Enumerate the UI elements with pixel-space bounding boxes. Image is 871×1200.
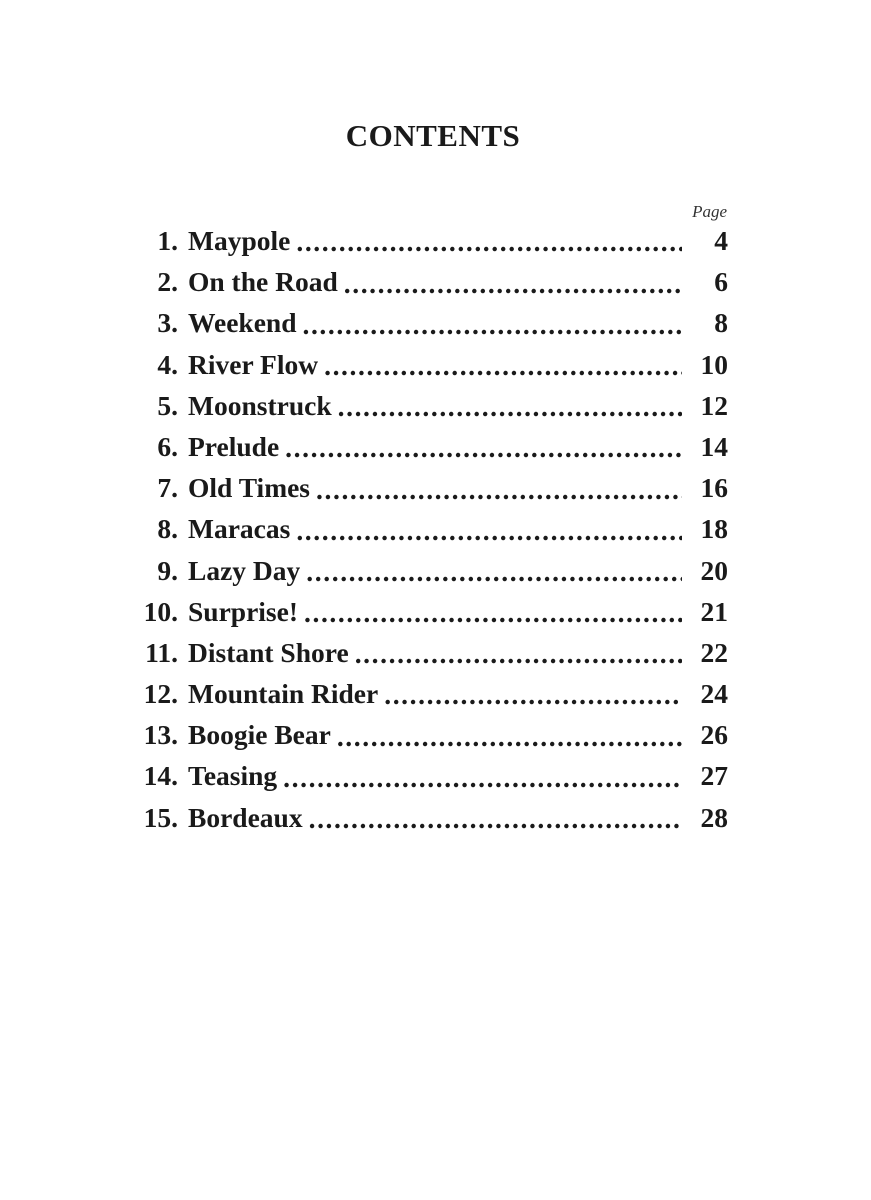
toc-entry-number: 1. (157, 225, 178, 256)
toc-dot-leader (337, 723, 682, 751)
toc-entry-page: 26 (700, 719, 728, 751)
toc-entry-title: Prelude (188, 430, 280, 462)
toc-dot-leader (302, 311, 682, 339)
toc-dot-leader (355, 640, 682, 668)
toc-entry-page: 21 (700, 595, 728, 627)
toc-entry-page: 8 (714, 307, 728, 339)
toc-entry-page: 12 (700, 389, 728, 421)
toc-entry-title: Old Times (188, 472, 311, 504)
toc-entry[interactable] (130, 431, 728, 472)
toc-entry[interactable] (130, 596, 728, 637)
toc-dot-leader (296, 228, 682, 256)
toc-entry-number: 12. (143, 678, 178, 710)
toc-dot-leader (344, 270, 682, 298)
toc-entry-title: Boogie Bear (188, 719, 331, 751)
toc-dot-leader (296, 517, 682, 545)
toc-entry-number: 13. (143, 719, 178, 751)
toc-entry-number: 15. (143, 801, 178, 833)
page-column-label: Page (692, 202, 727, 221)
toc-dot-leader (316, 476, 682, 504)
toc-entry-page: 27 (700, 760, 728, 792)
toc-dot-leader (309, 805, 682, 833)
table-of-contents (130, 225, 728, 843)
toc-entry-page: 4 (714, 225, 728, 256)
toc-entry[interactable] (130, 513, 728, 554)
toc-entry-title: Mountain Rider (188, 678, 379, 710)
toc-entry-title: Lazy Day (188, 554, 301, 586)
toc-entry[interactable] (130, 802, 728, 843)
page-title: CONTENTS (345, 118, 521, 153)
toc-entry-title: Maypole (188, 225, 291, 256)
toc-entry-number: 6. (157, 430, 178, 462)
toc-dot-leader (283, 764, 682, 792)
toc-entry-page: 18 (700, 513, 728, 545)
toc-entry[interactable] (130, 266, 728, 307)
toc-dot-leader (285, 434, 682, 462)
toc-dot-leader (384, 681, 682, 709)
toc-entry[interactable] (130, 349, 728, 390)
toc-dot-leader (324, 352, 682, 380)
toc-entry-page: 28 (700, 801, 728, 833)
toc-entry-title: Weekend (188, 307, 297, 339)
toc-entry-number: 14. (143, 760, 178, 792)
toc-entry-page: 20 (700, 554, 728, 586)
toc-entry-title: On the Road (188, 266, 338, 298)
toc-entry-number: 4. (157, 348, 178, 380)
toc-dot-leader (304, 599, 682, 627)
toc-entry-page: 16 (700, 472, 728, 504)
toc-entry[interactable] (130, 719, 728, 760)
toc-entry-title: Teasing (188, 760, 278, 792)
toc-entry-number: 3. (157, 307, 178, 339)
toc-entry-page: 14 (700, 430, 728, 462)
toc-entry-page: 24 (700, 678, 728, 710)
toc-entry-title: Surprise! (188, 595, 298, 627)
toc-dot-leader (306, 558, 682, 586)
toc-entry-page: 10 (700, 348, 728, 380)
toc-entry-title: Moonstruck (188, 389, 332, 421)
toc-entry-number: 8. (157, 513, 178, 545)
toc-entry[interactable] (130, 390, 728, 431)
toc-entry-number: 2. (157, 266, 178, 298)
toc-entry-title: Distant Shore (188, 636, 349, 668)
toc-entry[interactable] (130, 637, 728, 678)
toc-entry[interactable] (130, 472, 728, 513)
toc-entry-page: 22 (700, 636, 728, 668)
toc-entry-title: River Flow (188, 348, 319, 380)
toc-entry[interactable] (130, 760, 728, 801)
toc-entry-title: Maracas (188, 513, 291, 545)
toc-entry[interactable] (130, 225, 728, 266)
toc-entry-number: 5. (157, 389, 178, 421)
toc-entry-number: 9. (157, 554, 178, 586)
toc-entry[interactable] (130, 555, 728, 596)
toc-entry-number: 11. (145, 636, 178, 668)
toc-entry[interactable] (130, 678, 728, 719)
toc-dot-leader (338, 393, 682, 421)
toc-entry-number: 7. (157, 472, 178, 504)
toc-entry-title: Bordeaux (188, 801, 303, 833)
toc-entry-number: 10. (143, 595, 178, 627)
toc-entry-page: 6 (714, 266, 728, 298)
toc-entry[interactable] (130, 307, 728, 348)
